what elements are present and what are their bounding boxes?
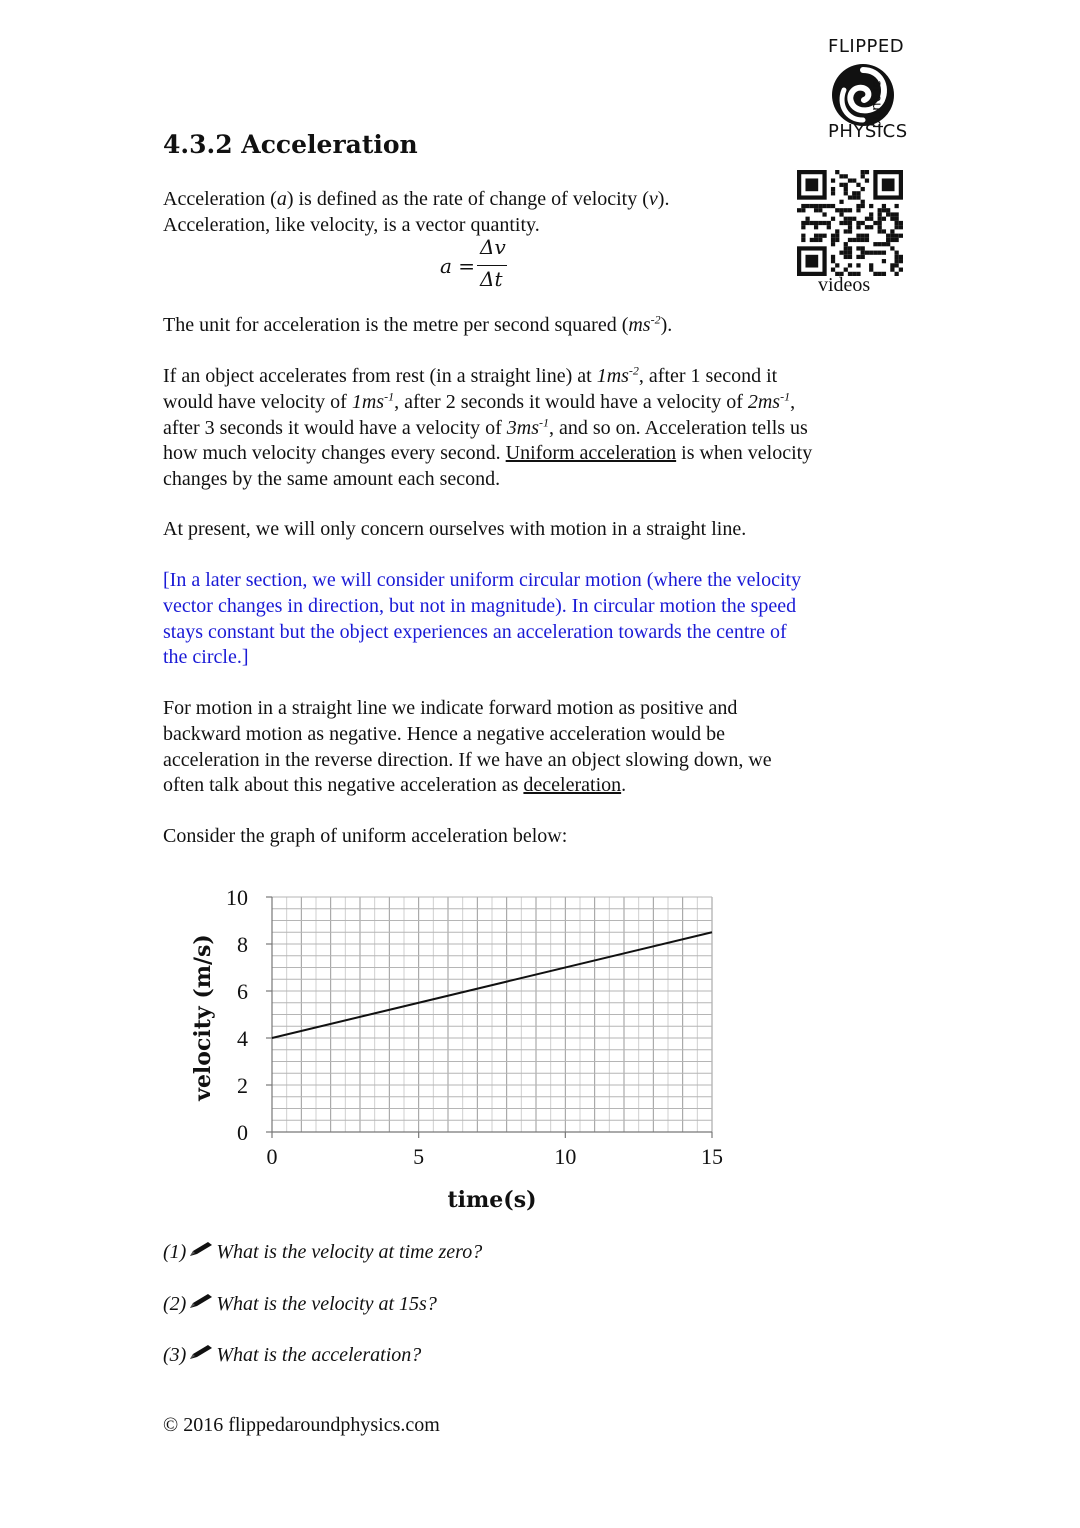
text: . — [621, 774, 627, 797]
y-tick-label: 8 — [237, 932, 248, 957]
direction-line-2: backward motion as negative. Hence a negative acceleration would be — [163, 722, 725, 745]
rest-paragraph — [163, 364, 923, 493]
qr-module — [844, 246, 848, 250]
x-tick-label: 0 — [266, 1144, 278, 1169]
unit-paragraph — [163, 313, 923, 339]
rest-line-1 — [163, 364, 923, 390]
chart-axes — [266, 897, 712, 1138]
qr-module — [882, 242, 886, 246]
qr-module — [895, 272, 899, 276]
velocity-time-chart — [170, 870, 750, 1230]
qr-module — [890, 263, 894, 267]
text: ) is defined as the rate of change of velocity ( — [286, 188, 649, 210]
deceleration-term: deceleration — [523, 774, 622, 797]
value: 3ms — [506, 416, 540, 439]
qr-module — [844, 242, 848, 246]
y-tick-label: 6 — [237, 979, 248, 1004]
text: , and so on. Acceleration tells us — [549, 416, 808, 439]
qr-module — [848, 246, 852, 250]
var-v: v — [648, 188, 658, 210]
question-text: What is the velocity at 15s? — [216, 1293, 437, 1315]
intro-line-2: Acceleration, like velocity, is a vector quantity. — [163, 213, 540, 236]
x-tick-label: 10 — [554, 1144, 577, 1169]
qr-module — [882, 259, 886, 263]
qr-module — [844, 174, 848, 178]
pencil-icon — [188, 1240, 214, 1264]
qr-module — [852, 178, 856, 182]
qr-module — [856, 255, 860, 259]
qr-module — [844, 255, 848, 259]
qr-module — [848, 178, 852, 182]
qr-module — [895, 259, 899, 263]
section-heading: 4.3.2 Acceleration — [163, 130, 418, 159]
text: after 3 seconds it would have a velocity of — [163, 416, 507, 439]
qr-module — [882, 251, 886, 255]
qr-module — [882, 272, 886, 276]
rest-line-3 — [163, 416, 923, 442]
note-line-1: [In a later section, we will consider uniform circular motion (where the velocity — [163, 569, 802, 591]
text: Acceleration ( — [163, 188, 277, 210]
qr-module — [844, 268, 848, 272]
qr-module — [831, 242, 835, 246]
unit: ms — [628, 314, 651, 336]
qr-module — [869, 251, 873, 255]
qr-module — [899, 255, 903, 259]
circular-motion-note — [163, 568, 923, 671]
exponent: -1 — [539, 414, 550, 429]
text: , after 2 seconds it would have a velocity of — [394, 390, 748, 413]
x-axis-label: time(s) — [447, 1187, 537, 1213]
x-tick-label: 15 — [701, 1144, 723, 1169]
question-number: (2) — [163, 1293, 187, 1315]
exponent: -1 — [384, 389, 395, 404]
direction-line-3: acceleration in the reverse direction. If we have an object slowing down, we — [163, 748, 772, 771]
swirl-icon — [828, 60, 898, 130]
direction-paragraph — [163, 696, 923, 799]
uniform-acceleration-term: Uniform acceleration — [505, 442, 677, 465]
x-tick-label: 5 — [413, 1144, 425, 1169]
qr-module — [856, 246, 860, 250]
qr-module — [835, 263, 839, 267]
text: ). — [660, 314, 673, 336]
consider-paragraph: Consider the graph of uniform acceleration below: — [163, 825, 568, 847]
text: ). — [657, 188, 670, 210]
fraction-bar — [477, 265, 507, 266]
qr-module — [831, 268, 835, 272]
text: , after 1 second it — [638, 365, 778, 387]
present-paragraph: At present, we will only concern ourselves with motion in a straight line. — [163, 518, 747, 540]
note-line-4: the circle.] — [163, 646, 249, 669]
question-item — [163, 1292, 437, 1316]
value: 1ms — [351, 390, 385, 413]
qr-module — [861, 174, 865, 178]
text: The unit for acceleration is the metre per second squared ( — [163, 314, 629, 336]
qr-module — [878, 272, 882, 276]
y-tick-label: 10 — [226, 885, 248, 910]
qr-module — [890, 246, 894, 250]
qr-module — [848, 263, 852, 267]
direction-line-4 — [163, 773, 923, 799]
qr-module — [865, 251, 869, 255]
y-tick-label: 4 — [237, 1026, 248, 1051]
intro-line-1 — [163, 187, 923, 213]
note-line-2: vector changes in direction, but not in magnitude). In circular motion the speed — [163, 594, 797, 617]
qr-module — [865, 178, 869, 182]
question-text: What is the velocity at time zero? — [216, 1241, 483, 1263]
qr-module — [839, 251, 843, 255]
qr-module — [890, 268, 894, 272]
var-a: a — [276, 188, 287, 210]
qr-module — [869, 268, 873, 272]
qr-caption: videos — [818, 274, 871, 296]
rest-line-5: changes by the same amount each second. — [163, 468, 501, 491]
qr-module — [835, 170, 839, 174]
qr-module — [861, 251, 865, 255]
qr-module — [844, 251, 848, 255]
qr-module — [831, 255, 835, 259]
text: how much velocity changes every second. — [163, 442, 506, 465]
y-tick-label: 2 — [237, 1073, 248, 1098]
qr-module — [861, 170, 865, 174]
qr-module — [895, 251, 899, 255]
text: If an object accelerates from rest (in a straight line) at — [163, 365, 597, 387]
qr-module — [899, 268, 903, 272]
chart-grid — [272, 897, 712, 1132]
qr-module — [869, 263, 873, 267]
chart-tick-labels — [226, 885, 723, 1169]
y-tick-label: 0 — [237, 1120, 248, 1145]
intro-paragraph — [163, 187, 923, 239]
y-axis-label: velocity (m/s) — [190, 934, 216, 1101]
question-number: (1) — [163, 1241, 187, 1263]
qr-finder-core — [805, 255, 818, 268]
pencil-icon — [188, 1292, 214, 1316]
pencil-icon — [188, 1343, 214, 1367]
formula-numerator: Δv — [480, 235, 506, 259]
formula-denominator: Δt — [480, 267, 503, 291]
rest-line-4 — [163, 441, 923, 467]
qr-module — [848, 255, 852, 259]
value: 1ms — [596, 365, 629, 387]
value: 2ms — [747, 390, 781, 413]
qr-module — [878, 242, 882, 246]
unit-exponent: -2 — [650, 312, 661, 327]
copyright-footer: © 2016 flippedaroundphysics.com — [163, 1414, 440, 1436]
qr-module — [831, 259, 835, 263]
qr-module — [895, 263, 899, 267]
qr-module — [878, 251, 882, 255]
note-line-3: stays constant but the object experiences an acceleration towards the centre of — [163, 620, 787, 643]
qr-module — [873, 242, 877, 246]
qr-module — [873, 272, 877, 276]
acceleration-formula — [440, 235, 520, 294]
logo-top-text: FLIPPED — [828, 36, 905, 57]
qr-module — [831, 178, 835, 182]
qr-module — [873, 251, 877, 255]
qr-module — [861, 246, 865, 250]
text: is when velocity — [676, 442, 813, 465]
direction-line-1: For motion in a straight line we indicate forward motion as positive and — [163, 697, 738, 719]
question-item — [163, 1240, 482, 1264]
qr-module — [856, 263, 860, 267]
qr-module — [865, 170, 869, 174]
rest-line-2 — [163, 390, 923, 416]
qr-module — [839, 174, 843, 178]
exponent: -1 — [780, 389, 791, 404]
formula-lhs: a = — [440, 254, 476, 278]
qr-module — [848, 251, 852, 255]
logo — [820, 36, 920, 146]
qr-module — [861, 255, 865, 259]
question-text: What is the acceleration? — [216, 1344, 422, 1366]
qr-module — [899, 259, 903, 263]
text: often talk about this negative acceleration as — [163, 774, 524, 797]
text: would have velocity of — [163, 390, 352, 413]
qr-module — [886, 242, 890, 246]
logo-side-text: around — [869, 80, 884, 129]
question-item — [163, 1343, 421, 1367]
exponent: -2 — [628, 363, 639, 378]
logo-bottom-text: PHYSICS — [828, 121, 908, 142]
qr-module — [895, 255, 899, 259]
question-number: (3) — [163, 1344, 187, 1366]
text: , — [790, 390, 796, 413]
